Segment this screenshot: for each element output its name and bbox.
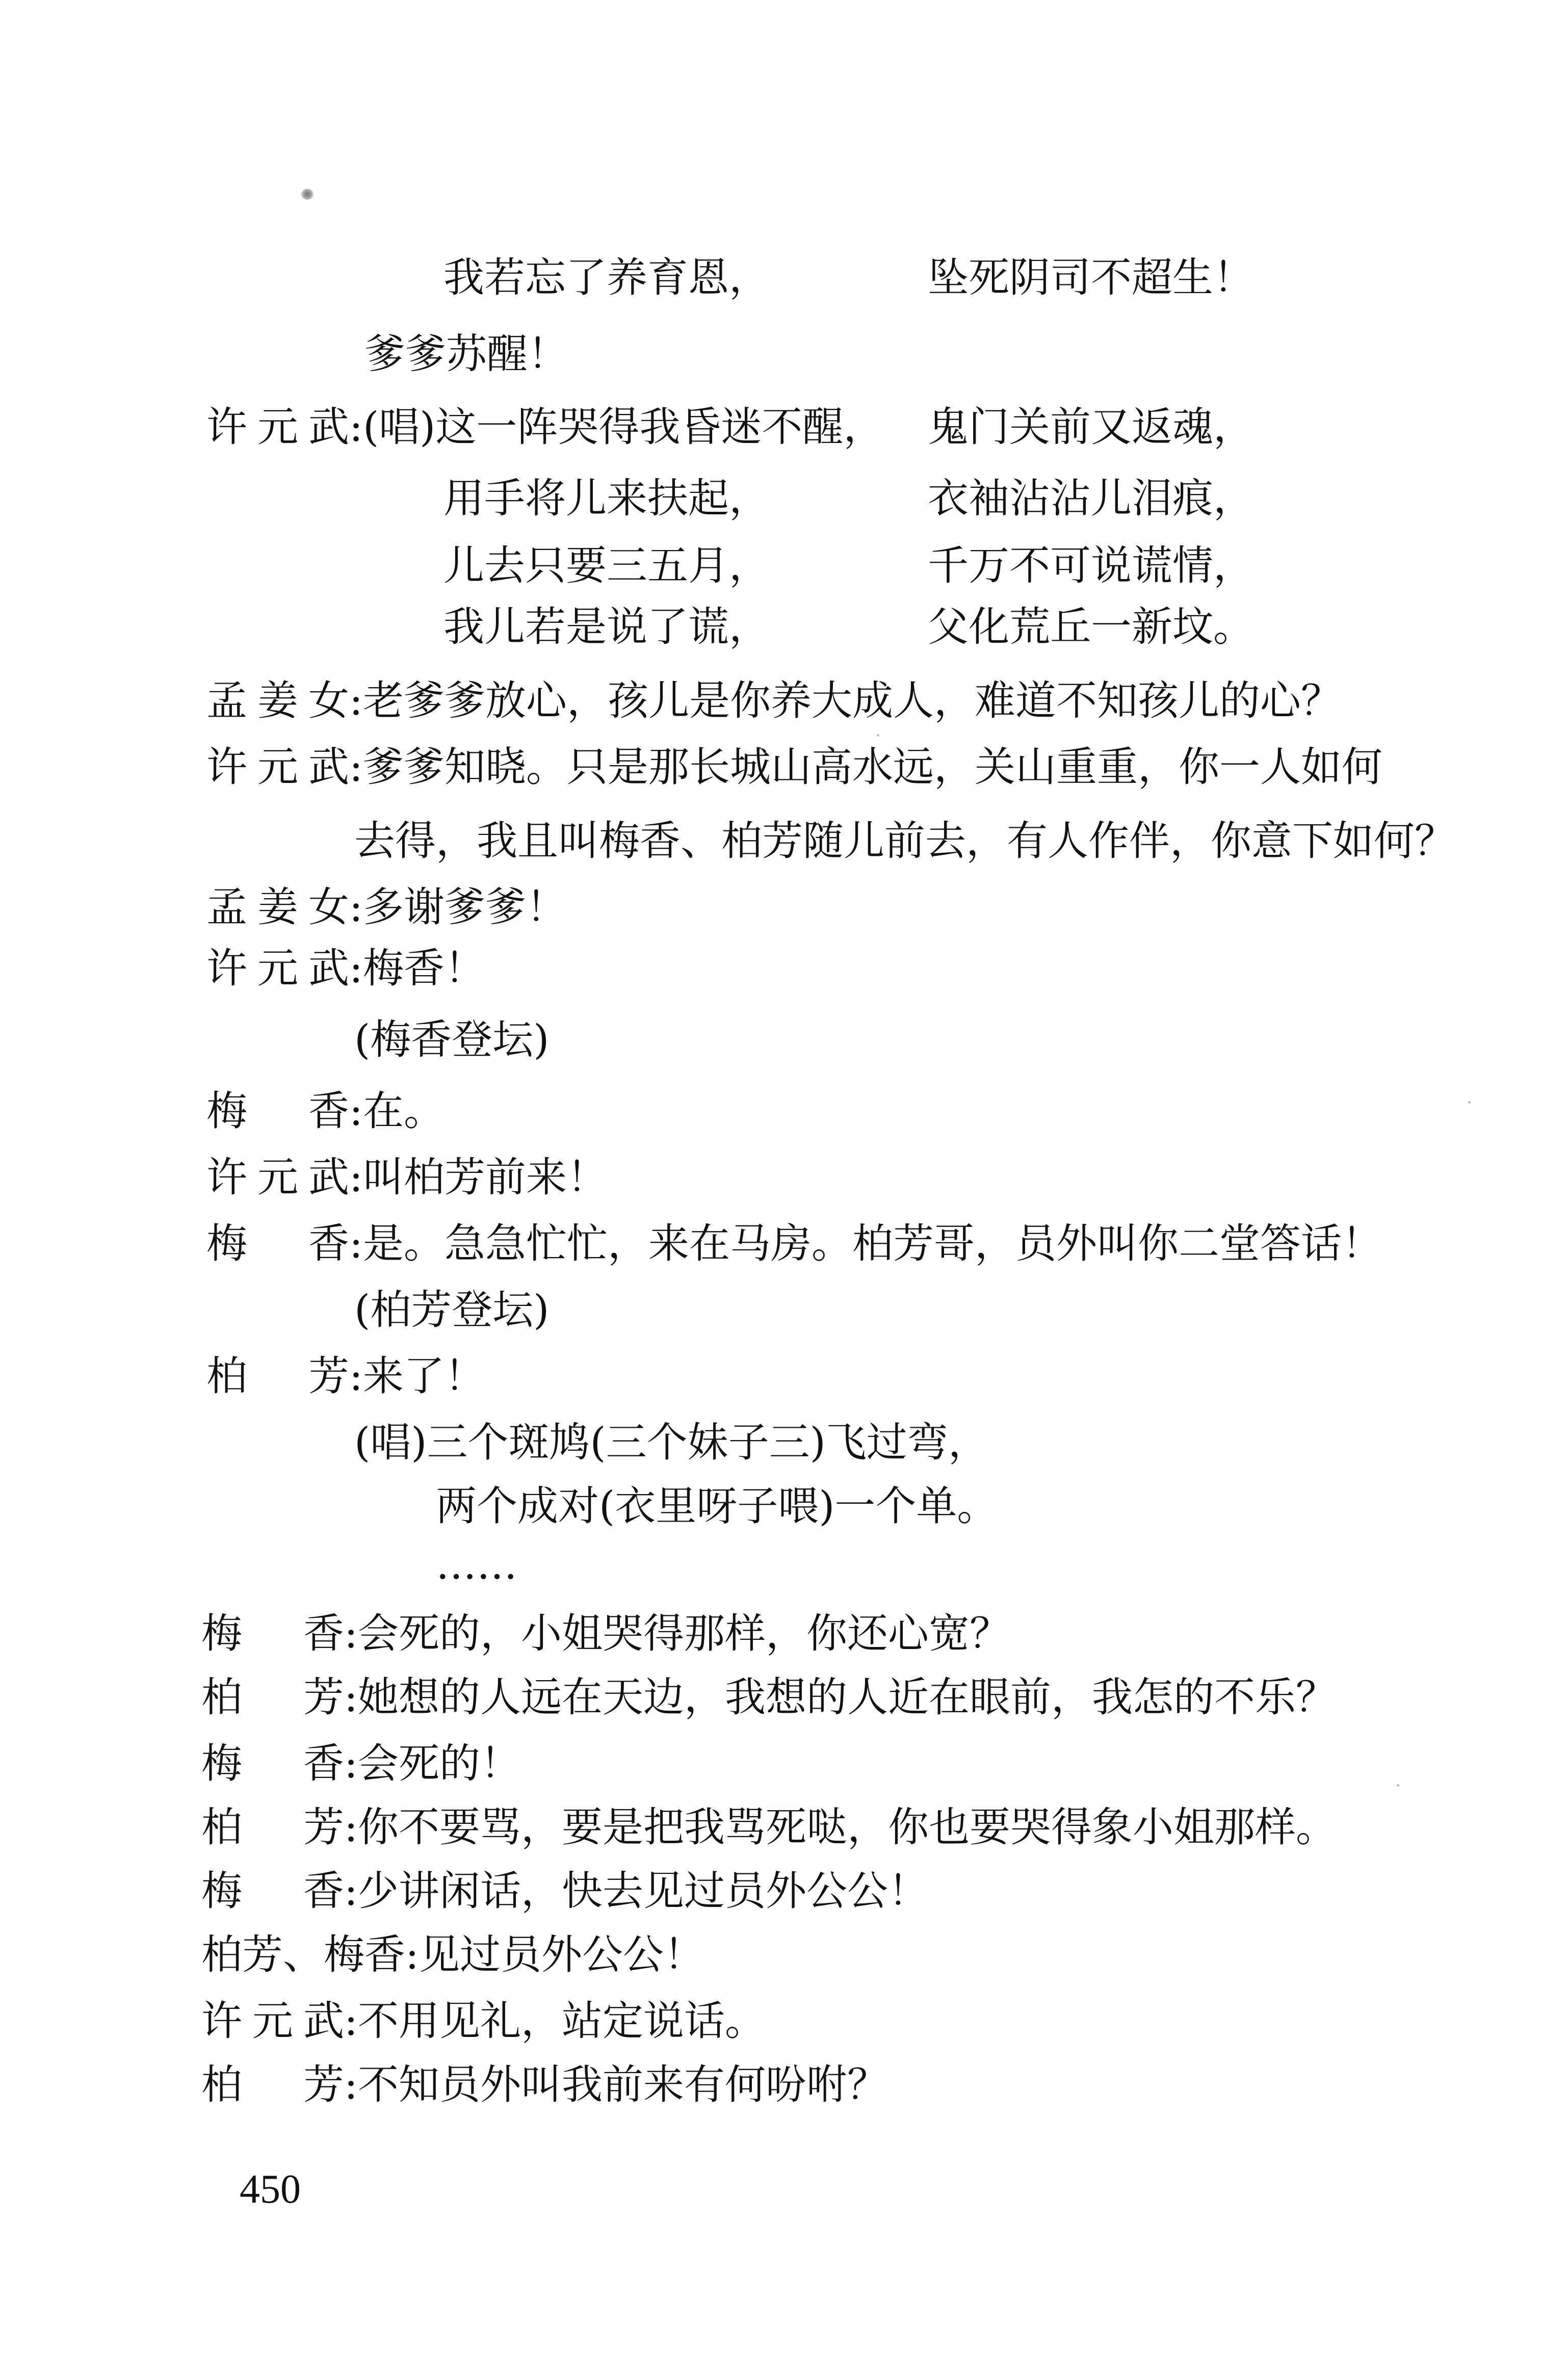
dialogue-line — [206, 1154, 608, 1201]
dialogue-line — [364, 330, 568, 378]
speaker-name: 梅 香 — [201, 1740, 344, 1787]
speaker-name: 梅 香 — [206, 1220, 349, 1267]
speaker-name: 柏芳、梅香 — [201, 1931, 405, 1978]
verse-right: 鬼门关前又返魂， — [928, 403, 1254, 451]
ink-smudge — [301, 189, 314, 200]
dialogue-line — [201, 1867, 929, 1915]
speaker-colon: : — [349, 743, 363, 791]
dialogue-line — [201, 2061, 888, 2108]
line-text: 是。急急忙忙，来在马房。柏芳哥，员外叫你二堂答话！ — [362, 1220, 1382, 1267]
paper-speck — [877, 734, 879, 737]
speaker-name: 柏 芳 — [201, 1673, 344, 1721]
dialogue-line — [201, 1740, 521, 1787]
ellipsis — [436, 1541, 517, 1588]
dialogue-line — [206, 945, 485, 992]
verse-line — [443, 603, 770, 650]
line-text: 少讲闲话，快去见过员外公公！ — [357, 1867, 929, 1915]
verse-line — [928, 403, 1254, 451]
line-text: 你不要骂，要是把我骂死哒，你也要哭得象小姐那样。 — [357, 1803, 1337, 1851]
dialogue-line — [201, 1673, 1337, 1721]
speaker-colon: : — [344, 2061, 358, 2108]
speaker-colon: : — [349, 883, 363, 931]
verse-line — [443, 542, 770, 589]
verse-right: 父化荒丘一新坟。 — [928, 603, 1254, 650]
line-text: 不用见礼，站定说话。 — [357, 1997, 766, 2045]
speaker-colon: : — [344, 1997, 358, 2045]
line-text: 见过员外公公！ — [419, 1931, 704, 1978]
verse-right: 坠死阴司不超生！ — [928, 254, 1254, 301]
line-text: 来了！ — [362, 1352, 485, 1400]
speaker-name: 梅 香 — [201, 1610, 344, 1657]
stage-direction — [354, 1286, 550, 1333]
verse-right: 衣袖沾沾儿泪痕， — [928, 475, 1254, 522]
dialogue-line — [206, 1352, 485, 1400]
verse-line — [443, 254, 770, 301]
speaker-name: 许元武 — [206, 403, 349, 451]
paper-speck — [1397, 1784, 1399, 1787]
verse-line — [928, 603, 1254, 650]
speaker-name: 梅 香 — [201, 1867, 344, 1915]
speaker-name: 柏 芳 — [201, 1803, 344, 1851]
dialogue-line — [201, 1803, 1337, 1851]
line-text: 多谢爹爹！ — [362, 883, 567, 931]
line-text: (唱)三个斑鸠(三个妹子三)飞过弯， — [354, 1419, 989, 1466]
verse-line — [443, 475, 770, 522]
dialogue-line — [206, 1087, 445, 1135]
line-text: …… — [436, 1541, 517, 1588]
verse-right: 千万不可说谎情， — [928, 542, 1254, 589]
verse-left: 用手将儿来扶起， — [443, 475, 770, 522]
line-text: 在。 — [362, 1087, 445, 1135]
line-text: 叫柏芳前来！ — [362, 1154, 608, 1201]
speaker-colon: : — [349, 1087, 363, 1135]
line-text: 两个成对(衣里呀子喂)一个单。 — [436, 1482, 998, 1530]
speaker-colon: : — [349, 677, 363, 724]
line-text: 不知员外叫我前来有何吩咐？ — [357, 2061, 888, 2108]
verse-left: 我若忘了养育恩， — [443, 254, 770, 301]
speaker-colon: : — [349, 1220, 363, 1267]
line-text: 梅香！ — [362, 945, 485, 992]
dialogue-line — [206, 743, 1382, 791]
dialogue-line — [201, 1931, 704, 1978]
verse-line — [928, 254, 1254, 301]
stage-direction — [354, 1016, 550, 1063]
speaker-name: 孟姜女 — [206, 883, 349, 931]
speaker-colon: : — [344, 1673, 358, 1721]
dialogue-continuation — [354, 817, 1455, 865]
speaker-name: 许元武 — [201, 1997, 344, 2045]
speaker-name: 梅 香 — [206, 1087, 349, 1135]
line-text: (唱)这一阵哭得我昏迷不醒， — [362, 403, 884, 451]
dialogue-line — [201, 1997, 766, 2045]
speaker-colon: : — [344, 1610, 358, 1657]
speaker-colon: : — [344, 1803, 358, 1851]
line-text: 会死的，小姐哭得那样，你还心宽？ — [357, 1610, 1010, 1657]
verse-line — [928, 542, 1254, 589]
song-line — [436, 1482, 998, 1530]
page-number: 450 — [240, 2167, 301, 2212]
verse-line — [928, 475, 1254, 522]
speaker-colon: : — [349, 1154, 363, 1201]
speaker-colon: : — [344, 1867, 358, 1915]
speaker-colon: : — [349, 1352, 363, 1400]
dialogue-line — [206, 403, 884, 451]
dialogue-line — [206, 677, 1342, 724]
speaker-name: 许元武 — [206, 743, 349, 791]
speaker-colon: : — [405, 1931, 419, 1978]
verse-left: 我儿若是说了谎， — [443, 603, 770, 650]
line-text: (柏芳登坛) — [354, 1286, 550, 1333]
line-text: 爹爹苏醒！ — [364, 330, 568, 378]
speaker-name: 柏 芳 — [201, 2061, 344, 2108]
paper-speck — [1468, 1101, 1471, 1104]
verse-left: 儿去只要三五月， — [443, 542, 770, 589]
speaker-colon: : — [349, 403, 363, 451]
dialogue-line — [206, 1220, 1382, 1267]
speaker-name: 许元武 — [206, 945, 349, 992]
line-text: 她想的人远在天边，我想的人近在眼前，我怎的不乐？ — [357, 1673, 1337, 1721]
dialogue-line — [206, 883, 567, 931]
speaker-name: 柏 芳 — [206, 1352, 349, 1400]
line-text: 老爹爹放心，孩儿是你养大成人，难道不知孩儿的心？ — [362, 677, 1342, 724]
speaker-colon: : — [349, 945, 363, 992]
line-text: 去得，我且叫梅香、柏芳随儿前去，有人作伴，你意下如何？ — [354, 817, 1455, 865]
song-line — [354, 1419, 989, 1466]
speaker-name: 孟姜女 — [206, 677, 349, 724]
speaker-name: 许元武 — [206, 1154, 349, 1201]
line-text: 会死的！ — [357, 1740, 521, 1787]
speaker-colon: : — [344, 1740, 358, 1787]
dialogue-line — [201, 1610, 1010, 1657]
line-text: (梅香登坛) — [354, 1016, 550, 1063]
line-text: 爹爹知晓。只是那长城山高水远，关山重重，你一人如何 — [362, 743, 1382, 791]
